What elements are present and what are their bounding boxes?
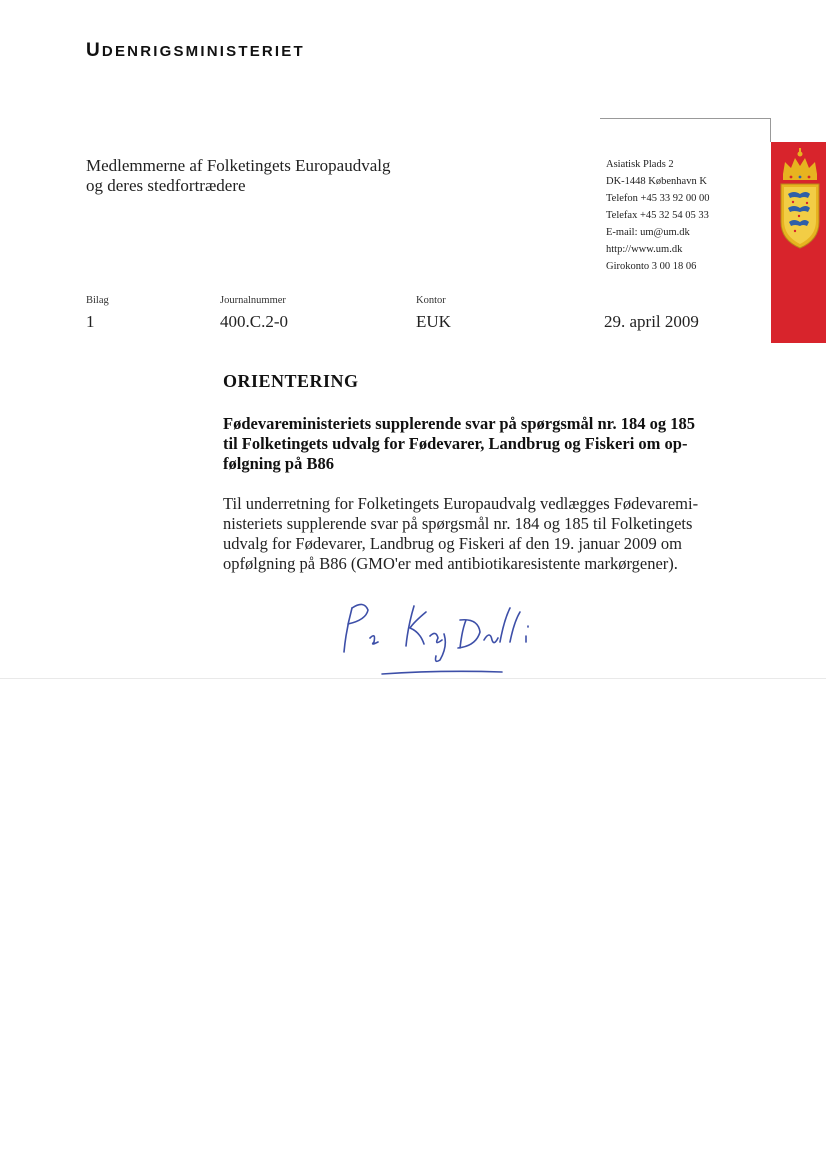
office-label: Kontor bbox=[416, 295, 446, 306]
page-divider bbox=[0, 678, 826, 679]
body-line: nisteriets supplerende svar på spørgsmål nr. 184 og 185 til Folketingets bbox=[223, 514, 693, 533]
address-phone: Telefon +45 33 92 00 00 bbox=[606, 193, 710, 204]
ministry-name: UDENRIGSMINISTERIET bbox=[86, 40, 305, 61]
address-fax: Telefax +45 32 54 05 33 bbox=[606, 210, 709, 221]
document-heading: ORIENTERING bbox=[223, 371, 359, 391]
subject-line: Fødevareministeriets supplerende svar på spørgsmål nr. 184 og 185 bbox=[223, 414, 695, 433]
bilag-value: 1 bbox=[86, 312, 95, 331]
journal-value: 400.C.2-0 bbox=[220, 312, 288, 331]
recipient-line-1: Medlemmerne af Folketingets Europaudvalg bbox=[86, 156, 391, 175]
crest-banner bbox=[771, 142, 826, 343]
letter-date: 29. april 2009 bbox=[604, 312, 699, 331]
recipient-line-2: og deres stedfortrædere bbox=[86, 176, 246, 195]
journal-label: Journalnummer bbox=[220, 295, 286, 306]
address-giro: Girokonto 3 00 18 06 bbox=[606, 261, 697, 272]
address-city: DK-1448 København K bbox=[606, 176, 707, 187]
body-line: udvalg for Fødevarer, Landbrug og Fiskeri af den 19. januar 2009 om bbox=[223, 534, 682, 553]
address-block bbox=[606, 156, 709, 275]
bilag-label: Bilag bbox=[86, 295, 109, 306]
address-rule-tick bbox=[770, 118, 771, 142]
body-paragraph bbox=[223, 494, 743, 574]
subject-block bbox=[223, 414, 743, 474]
handwritten-signature bbox=[330, 590, 570, 680]
body-line: opfølgning på B86 (GMO'er med antibiotikaresistente markørgener). bbox=[223, 554, 678, 573]
address-email: E-mail: um@um.dk bbox=[606, 227, 690, 238]
subject-line: følgning på B86 bbox=[223, 454, 334, 473]
royal-crest-icon bbox=[771, 142, 826, 343]
address-web: http://www.um.dk bbox=[606, 244, 683, 255]
address-rule bbox=[600, 118, 770, 119]
office-value: EUK bbox=[416, 312, 451, 331]
subject-line: til Folketingets udvalg for Fødevarer, Landbrug og Fiskeri om op- bbox=[223, 434, 688, 453]
address-street: Asiatisk Plads 2 bbox=[606, 159, 674, 170]
body-line: Til underretning for Folketingets Europaudvalg vedlægges Fødevaremi- bbox=[223, 494, 699, 513]
recipient-block bbox=[86, 156, 391, 196]
